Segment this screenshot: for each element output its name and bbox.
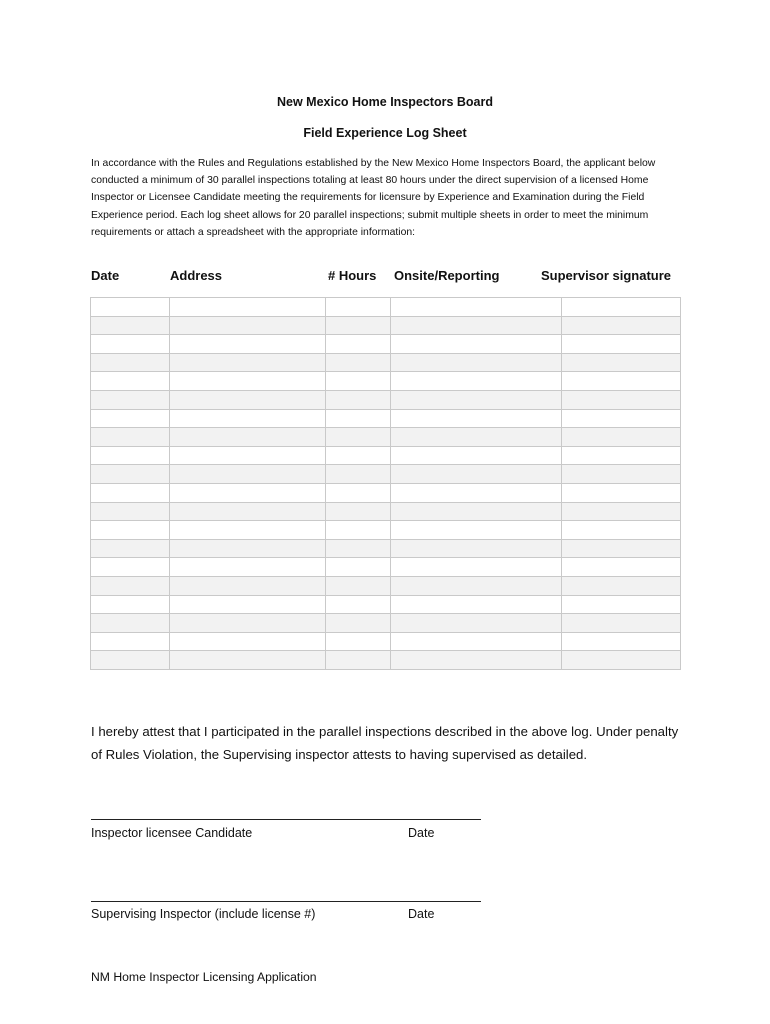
onsite-reporting-cell[interactable] [391, 409, 562, 428]
table-row [91, 558, 681, 577]
date-cell[interactable] [91, 409, 170, 428]
date-cell[interactable] [91, 483, 170, 502]
hours-cell[interactable] [326, 390, 391, 409]
address-cell[interactable] [170, 614, 326, 633]
address-cell[interactable] [170, 409, 326, 428]
table-row [91, 539, 681, 558]
table-row [91, 632, 681, 651]
supervisor-signature-cell[interactable] [562, 595, 681, 614]
date-cell[interactable] [91, 446, 170, 465]
date-cell[interactable] [91, 614, 170, 633]
column-header-hours: # Hours [328, 268, 377, 283]
supervisor-signature-cell[interactable] [562, 316, 681, 335]
onsite-reporting-cell[interactable] [391, 316, 562, 335]
intro-paragraph: In accordance with the Rules and Regulations established by the New Mexico Home Inspectors Board, the applicant below conducted a minimum of 30 parallel inspections totaling at least 80 hours under the direct supervision of a licensed Home Inspector or Licensee Candidate meeting the requirements for licensure by Experience and Examination during the Field Experience period. Each log sheet allows for 20 parallel inspections; submit multiple sheets in order to meet the minimum requirements or attach a spreadsheet with the appropriate information: [91, 158, 656, 238]
hours-cell[interactable] [326, 539, 391, 558]
address-cell[interactable] [170, 576, 326, 595]
address-cell[interactable] [170, 595, 326, 614]
hours-cell[interactable] [326, 409, 391, 428]
address-cell[interactable] [170, 465, 326, 484]
hours-cell[interactable] [326, 632, 391, 651]
hours-cell[interactable] [326, 595, 391, 614]
hours-cell[interactable] [326, 372, 391, 391]
attestation-statement: I hereby attest that I participated in the parallel inspections described in the above log. Under penalty of Rules Violation, the Supervising inspector attests to having supervised as detailed. [91, 724, 679, 762]
table-row [91, 298, 681, 317]
address-cell[interactable] [170, 428, 326, 447]
onsite-reporting-cell[interactable] [391, 558, 562, 577]
column-header-date: Date [91, 268, 120, 283]
table-row [91, 372, 681, 391]
address-cell[interactable] [170, 372, 326, 391]
table-row [91, 446, 681, 465]
inspector-date-label: Date [408, 826, 435, 840]
date-cell[interactable] [91, 298, 170, 317]
date-cell[interactable] [91, 576, 170, 595]
supervisor-signature-cell[interactable] [562, 353, 681, 372]
address-cell[interactable] [170, 651, 326, 670]
column-header-onsite-reporting: Onsite/Reporting [394, 268, 500, 283]
onsite-reporting-cell[interactable] [391, 335, 562, 354]
table-row [91, 595, 681, 614]
supervisor-signature-label: Supervising Inspector (include license #) [91, 907, 316, 921]
supervisor-date-label: Date [408, 907, 435, 921]
address-cell[interactable] [170, 558, 326, 577]
supervisor-signature-cell[interactable] [562, 539, 681, 558]
supervisor-signature-cell[interactable] [562, 372, 681, 391]
supervisor-signature-cell[interactable] [562, 558, 681, 577]
supervisor-signature-cell[interactable] [562, 298, 681, 317]
field-experience-log-table [90, 297, 681, 670]
hours-cell[interactable] [326, 428, 391, 447]
onsite-reporting-cell[interactable] [391, 390, 562, 409]
hours-cell[interactable] [326, 614, 391, 633]
supervisor-signature-cell[interactable] [562, 409, 681, 428]
inspector-signature-label: Inspector licensee Candidate [91, 826, 253, 840]
onsite-reporting-cell[interactable] [391, 632, 562, 651]
supervisor-signature-line[interactable] [91, 901, 481, 902]
inspector-signature-line[interactable] [91, 819, 481, 820]
hours-cell[interactable] [326, 316, 391, 335]
supervisor-signature-cell[interactable] [562, 614, 681, 633]
address-cell[interactable] [170, 353, 326, 372]
table-row [91, 521, 681, 540]
date-cell[interactable] [91, 502, 170, 521]
table-row [91, 353, 681, 372]
supervisor-signature-cell[interactable] [562, 335, 681, 354]
address-cell[interactable] [170, 502, 326, 521]
onsite-reporting-cell[interactable] [391, 595, 562, 614]
column-header-supervisor-signature: Supervisor signature [541, 268, 672, 283]
log-table-body [91, 298, 681, 670]
supervisor-signature-cell[interactable] [562, 632, 681, 651]
supervisor-signature-cell[interactable] [562, 428, 681, 447]
board-title: New Mexico Home Inspectors Board [276, 95, 494, 109]
onsite-reporting-cell[interactable] [391, 576, 562, 595]
date-cell[interactable] [91, 539, 170, 558]
address-cell[interactable] [170, 298, 326, 317]
address-cell[interactable] [170, 335, 326, 354]
table-row [91, 465, 681, 484]
date-cell[interactable] [91, 558, 170, 577]
onsite-reporting-cell[interactable] [391, 614, 562, 633]
hours-cell[interactable] [326, 502, 391, 521]
address-cell[interactable] [170, 539, 326, 558]
hours-cell[interactable] [326, 353, 391, 372]
date-cell[interactable] [91, 335, 170, 354]
onsite-reporting-cell[interactable] [391, 539, 562, 558]
table-row [91, 409, 681, 428]
hours-cell[interactable] [326, 521, 391, 540]
table-row [91, 502, 681, 521]
table-row [91, 483, 681, 502]
table-row [91, 614, 681, 633]
onsite-reporting-cell[interactable] [391, 502, 562, 521]
onsite-reporting-cell[interactable] [391, 465, 562, 484]
supervisor-signature-cell[interactable] [562, 465, 681, 484]
address-cell[interactable] [170, 390, 326, 409]
table-row [91, 651, 681, 670]
supervisor-signature-cell[interactable] [562, 651, 681, 670]
page-footer: NM Home Inspector Licensing Application [91, 970, 317, 984]
hours-cell[interactable] [326, 335, 391, 354]
supervisor-signature-cell[interactable] [562, 483, 681, 502]
sheet-title: Field Experience Log Sheet [303, 126, 467, 140]
date-cell[interactable] [91, 651, 170, 670]
onsite-reporting-cell[interactable] [391, 651, 562, 670]
onsite-reporting-cell[interactable] [391, 428, 562, 447]
supervisor-signature-cell[interactable] [562, 521, 681, 540]
supervisor-signature-cell[interactable] [562, 446, 681, 465]
date-cell[interactable] [91, 372, 170, 391]
table-row [91, 428, 681, 447]
table-row [91, 576, 681, 595]
table-row [91, 390, 681, 409]
hours-cell[interactable] [326, 298, 391, 317]
onsite-reporting-cell[interactable] [391, 353, 562, 372]
address-cell[interactable] [170, 446, 326, 465]
address-cell[interactable] [170, 521, 326, 540]
hours-cell[interactable] [326, 465, 391, 484]
hours-cell[interactable] [326, 651, 391, 670]
date-cell[interactable] [91, 390, 170, 409]
hours-cell[interactable] [326, 446, 391, 465]
supervisor-signature-cell[interactable] [562, 502, 681, 521]
hours-cell[interactable] [326, 558, 391, 577]
table-row [91, 316, 681, 335]
hours-cell[interactable] [326, 483, 391, 502]
date-cell[interactable] [91, 521, 170, 540]
date-cell[interactable] [91, 353, 170, 372]
address-cell[interactable] [170, 316, 326, 335]
onsite-reporting-cell[interactable] [391, 483, 562, 502]
address-cell[interactable] [170, 483, 326, 502]
date-cell[interactable] [91, 595, 170, 614]
hours-cell[interactable] [326, 576, 391, 595]
date-cell[interactable] [91, 465, 170, 484]
table-row [91, 335, 681, 354]
supervisor-signature-cell[interactable] [562, 576, 681, 595]
column-header-address: Address [170, 268, 223, 283]
date-cell[interactable] [91, 316, 170, 335]
supervisor-signature-cell[interactable] [562, 390, 681, 409]
date-cell[interactable] [91, 632, 170, 651]
onsite-reporting-cell[interactable] [391, 372, 562, 391]
address-cell[interactable] [170, 632, 326, 651]
onsite-reporting-cell[interactable] [391, 298, 562, 317]
onsite-reporting-cell[interactable] [391, 446, 562, 465]
onsite-reporting-cell[interactable] [391, 521, 562, 540]
date-cell[interactable] [91, 428, 170, 447]
